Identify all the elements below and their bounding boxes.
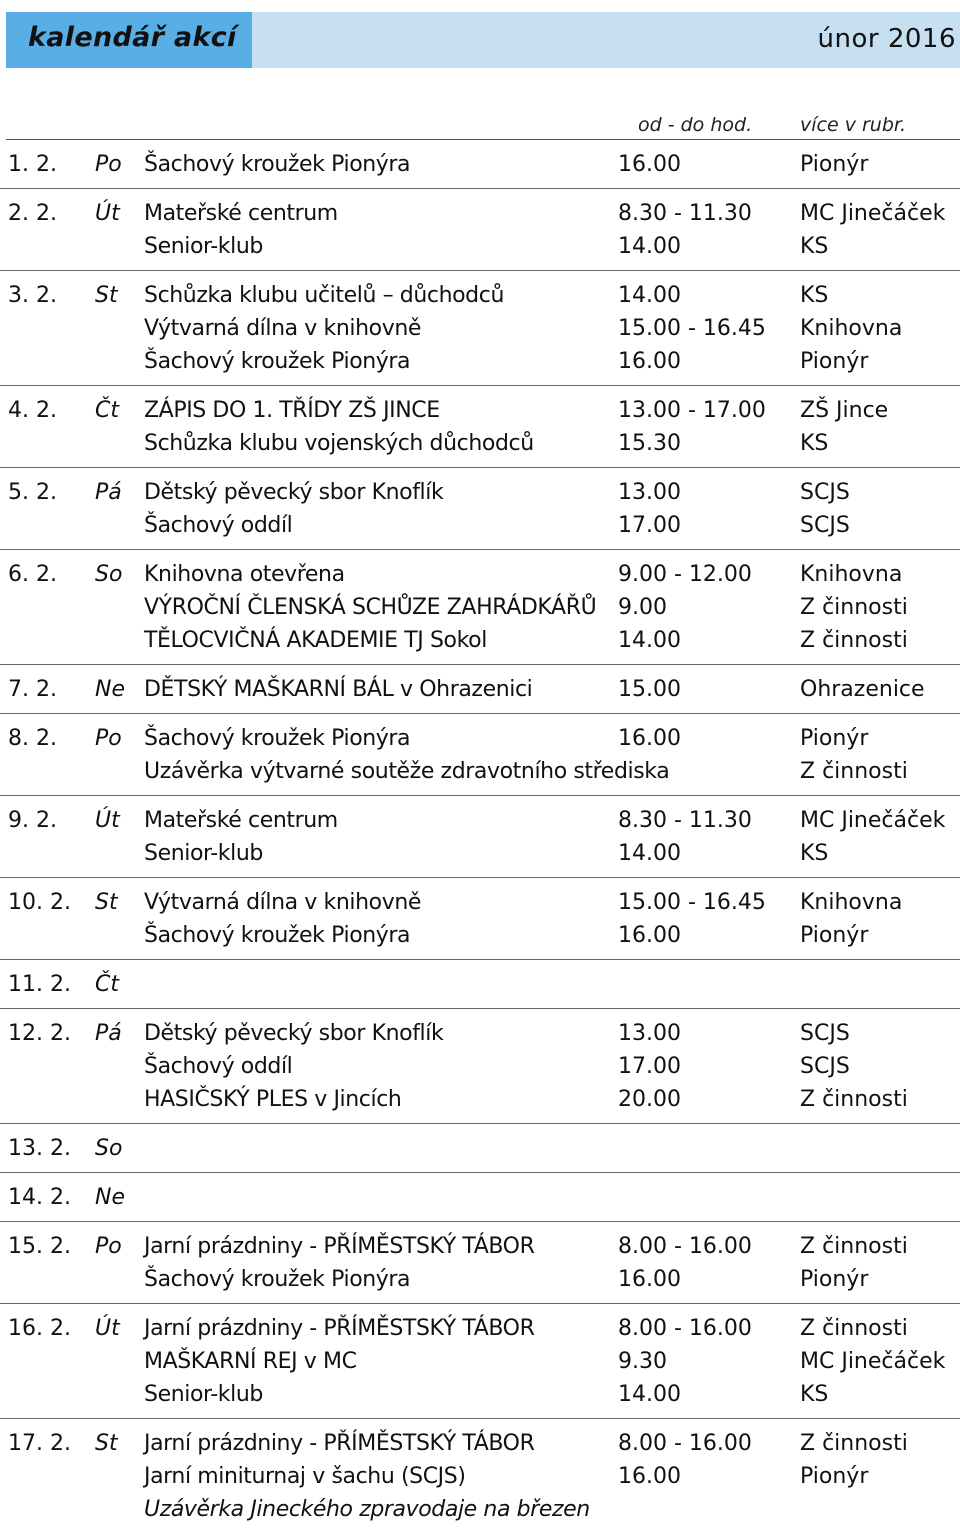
event-weekday: Ne	[95, 677, 125, 702]
event-date: 10. 2.	[8, 890, 71, 915]
event-time: 8.00 - 16.00	[618, 1316, 752, 1341]
event-name: Šachový oddíl	[144, 1054, 293, 1079]
event-weekday: Po	[95, 1234, 122, 1259]
day-group	[0, 714, 960, 796]
event-time: 17.00	[618, 513, 681, 538]
event-rubric: Knihovna	[800, 316, 903, 341]
event-time: 16.00	[618, 726, 681, 751]
event-rubric: Z činnosti	[800, 595, 908, 620]
day-group	[0, 1009, 960, 1124]
event-time: 14.00	[618, 234, 681, 259]
day-group	[0, 796, 960, 878]
table-row	[0, 840, 960, 873]
event-rubric: SCJS	[800, 1054, 850, 1079]
title-box	[6, 12, 252, 68]
event-name: Jarní prázdniny - PŘÍMĚSTSKÝ TÁBOR	[144, 1234, 535, 1259]
table-row	[0, 561, 960, 594]
day-group	[0, 960, 960, 1009]
event-time: 16.00	[618, 152, 681, 177]
event-time: 13.00	[618, 480, 681, 505]
day-group	[0, 189, 960, 271]
day-group	[0, 1419, 960, 1533]
event-rubric: KS	[800, 283, 829, 308]
day-group	[0, 550, 960, 665]
event-time: 20.00	[618, 1087, 681, 1112]
table-row	[0, 1266, 960, 1299]
table-row	[0, 233, 960, 266]
event-date: 4. 2.	[8, 398, 57, 423]
event-date: 15. 2.	[8, 1234, 71, 1259]
event-time: 17.00	[618, 1054, 681, 1079]
event-name: MAŠKARNÍ REJ v MC	[144, 1349, 357, 1374]
column-headers	[0, 114, 960, 142]
event-rubric: Pionýr	[800, 349, 869, 374]
event-time: 16.00	[618, 349, 681, 374]
table-row	[0, 479, 960, 512]
day-group	[0, 1173, 960, 1222]
event-rubric: MC Jinečáček	[800, 1349, 946, 1374]
event-weekday: Po	[95, 726, 122, 751]
event-weekday: Po	[95, 152, 122, 177]
event-name: Jarní miniturnaj v šachu (SCJS)	[144, 1464, 466, 1489]
event-name: Mateřské centrum	[144, 808, 338, 833]
event-rubric: Z činnosti	[800, 1234, 908, 1259]
event-name: Schůzka klubu vojenských důchodců	[144, 431, 534, 456]
event-name: TĚLOCVIČNÁ AKADEMIE TJ Sokol	[144, 628, 487, 653]
event-rubric: Z činnosti	[800, 1316, 908, 1341]
rubric-column-header: více v rubr.	[800, 114, 907, 136]
event-rubric: KS	[800, 1382, 829, 1407]
event-time: 15.00 - 16.45	[618, 890, 766, 915]
event-time: 14.00	[618, 1382, 681, 1407]
table-row	[0, 1463, 960, 1496]
day-group	[0, 1222, 960, 1304]
event-date: 1. 2.	[8, 152, 57, 177]
event-rubric: Z činnosti	[800, 1087, 908, 1112]
events-table	[0, 140, 960, 1533]
table-row	[0, 1381, 960, 1414]
time-column-header: od - do hod.	[638, 114, 753, 136]
event-rubric: MC Jinečáček	[800, 201, 946, 226]
event-name: Mateřské centrum	[144, 201, 338, 226]
event-name: Šachový kroužek Pionýra	[144, 923, 411, 948]
event-time: 13.00	[618, 1021, 681, 1046]
event-time: 8.30 - 11.30	[618, 808, 752, 833]
table-row	[0, 397, 960, 430]
event-rubric: KS	[800, 431, 829, 456]
day-group	[0, 665, 960, 714]
day-group	[0, 1304, 960, 1419]
day-group	[0, 1124, 960, 1173]
event-name: DĚTSKÝ MAŠKARNÍ BÁL v Ohrazenici	[144, 677, 533, 702]
event-time: 8.00 - 16.00	[618, 1431, 752, 1456]
event-weekday: Út	[95, 201, 120, 226]
event-name: VÝROČNÍ ČLENSKÁ SCHŮZE ZAHRÁDKÁŘŮ	[144, 595, 597, 620]
event-name: HASIČSKÝ PLES v Jincích	[144, 1087, 402, 1112]
event-name: Jarní prázdniny - PŘÍMĚSTSKÝ TÁBOR	[144, 1316, 535, 1341]
day-group	[0, 878, 960, 960]
event-rubric: ZŠ Jince	[800, 398, 889, 423]
event-date: 13. 2.	[8, 1136, 71, 1161]
table-row	[0, 807, 960, 840]
event-rubric: Knihovna	[800, 890, 903, 915]
event-rubric: Z činnosti	[800, 1431, 908, 1456]
table-row	[0, 151, 960, 184]
day-group	[0, 140, 960, 189]
event-rubric: Pionýr	[800, 923, 869, 948]
event-rubric: Z činnosti	[800, 759, 908, 784]
table-row	[0, 1053, 960, 1086]
event-rubric: SCJS	[800, 480, 850, 505]
event-weekday: Ne	[95, 1185, 125, 1210]
table-row	[0, 430, 960, 463]
table-row	[0, 971, 960, 1004]
table-row	[0, 1496, 960, 1529]
table-row	[0, 512, 960, 545]
event-rubric: SCJS	[800, 1021, 850, 1046]
table-row	[0, 725, 960, 758]
event-rubric: KS	[800, 234, 829, 259]
table-row	[0, 676, 960, 709]
event-rubric: Ohrazenice	[800, 677, 925, 702]
table-row	[0, 1135, 960, 1168]
table-row	[0, 1086, 960, 1119]
event-time: 14.00	[618, 628, 681, 653]
event-date: 3. 2.	[8, 283, 57, 308]
event-name: Senior-klub	[144, 234, 263, 259]
table-row	[0, 889, 960, 922]
event-name: Uzávěrka výtvarné soutěže zdravotního střediska	[144, 759, 670, 784]
event-weekday: Út	[95, 1316, 120, 1341]
event-time: 9.00	[618, 595, 667, 620]
event-weekday: St	[95, 1431, 118, 1456]
table-row	[0, 1348, 960, 1381]
event-rubric: Knihovna	[800, 562, 903, 587]
table-row	[0, 1430, 960, 1463]
event-weekday: Pá	[95, 480, 122, 505]
event-name: ZÁPIS DO 1. TŘÍDY ZŠ JINCE	[144, 398, 440, 423]
table-row	[0, 594, 960, 627]
event-time: 8.30 - 11.30	[618, 201, 752, 226]
event-name: Šachový oddíl	[144, 513, 293, 538]
event-date: 8. 2.	[8, 726, 57, 751]
page-title: kalendář akcí	[28, 22, 237, 53]
event-name: Výtvarná dílna v knihovně	[144, 316, 421, 341]
event-time: 16.00	[618, 1464, 681, 1489]
table-row	[0, 348, 960, 381]
event-time: 13.00 - 17.00	[618, 398, 766, 423]
event-name: Šachový kroužek Pionýra	[144, 1267, 411, 1292]
event-weekday: Čt	[95, 972, 119, 997]
event-time: 14.00	[618, 841, 681, 866]
event-name: Jarní prázdniny - PŘÍMĚSTSKÝ TÁBOR	[144, 1431, 535, 1456]
event-rubric: Pionýr	[800, 1464, 869, 1489]
event-name: Dětský pěvecký sbor Knoflík	[144, 1021, 444, 1046]
event-name: Šachový kroužek Pionýra	[144, 349, 411, 374]
table-row	[0, 1184, 960, 1217]
event-weekday: So	[95, 562, 123, 587]
event-time: 14.00	[618, 283, 681, 308]
event-weekday: St	[95, 890, 118, 915]
calendar-header	[6, 12, 960, 68]
event-weekday: St	[95, 283, 118, 308]
event-name: Šachový kroužek Pionýra	[144, 152, 411, 177]
event-weekday: Pá	[95, 1021, 122, 1046]
table-row	[0, 282, 960, 315]
event-rubric: MC Jinečáček	[800, 808, 946, 833]
event-date: 12. 2.	[8, 1021, 71, 1046]
event-time: 16.00	[618, 1267, 681, 1292]
event-date: 2. 2.	[8, 201, 57, 226]
event-time: 15.00	[618, 677, 681, 702]
event-weekday: So	[95, 1136, 123, 1161]
event-name: Uzávěrka Jineckého zpravodaje na březen	[144, 1497, 590, 1522]
event-rubric: KS	[800, 841, 829, 866]
event-weekday: Čt	[95, 398, 119, 423]
event-time: 9.30	[618, 1349, 667, 1374]
table-row	[0, 315, 960, 348]
event-name: Dětský pěvecký sbor Knoflík	[144, 480, 444, 505]
event-time: 9.00 - 12.00	[618, 562, 752, 587]
event-date: 7. 2.	[8, 677, 57, 702]
event-name: Knihovna otevřena	[144, 562, 345, 587]
table-row	[0, 627, 960, 660]
event-date: 16. 2.	[8, 1316, 71, 1341]
event-rubric: Z činnosti	[800, 628, 908, 653]
event-name: Šachový kroužek Pionýra	[144, 726, 411, 751]
event-time: 8.00 - 16.00	[618, 1234, 752, 1259]
table-row	[0, 922, 960, 955]
event-time: 16.00	[618, 923, 681, 948]
day-group	[0, 386, 960, 468]
event-rubric: Pionýr	[800, 152, 869, 177]
event-weekday: Út	[95, 808, 120, 833]
table-row	[0, 1020, 960, 1053]
event-date: 14. 2.	[8, 1185, 71, 1210]
table-row	[0, 1315, 960, 1348]
event-rubric: Pionýr	[800, 726, 869, 751]
table-row	[0, 758, 960, 791]
period-label: únor 2016	[817, 24, 956, 54]
event-date: 6. 2.	[8, 562, 57, 587]
event-time: 15.30	[618, 431, 681, 456]
day-group	[0, 271, 960, 386]
event-name: Výtvarná dílna v knihovně	[144, 890, 421, 915]
day-group	[0, 468, 960, 550]
event-date: 11. 2.	[8, 972, 71, 997]
event-date: 17. 2.	[8, 1431, 71, 1456]
table-row	[0, 1233, 960, 1266]
event-name: Senior-klub	[144, 841, 263, 866]
event-rubric: Pionýr	[800, 1267, 869, 1292]
event-date: 5. 2.	[8, 480, 57, 505]
table-row	[0, 200, 960, 233]
event-name: Schůzka klubu učitelů – důchodců	[144, 283, 504, 308]
event-time: 15.00 - 16.45	[618, 316, 766, 341]
event-name: Senior-klub	[144, 1382, 263, 1407]
event-rubric: SCJS	[800, 513, 850, 538]
event-date: 9. 2.	[8, 808, 57, 833]
